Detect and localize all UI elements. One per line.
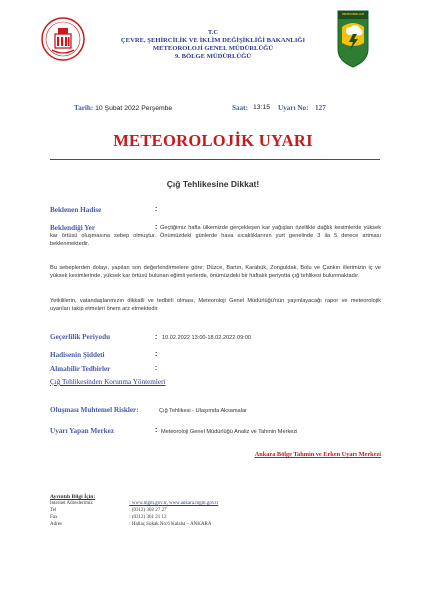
date-label: Tarih: <box>74 104 94 112</box>
expected-place-colon: : <box>155 224 158 231</box>
issuer-value: Meteoroloji Genel Müdürlüğü Analiz ve Tahmin Merkezi <box>161 429 298 435</box>
validity-colon: : <box>155 334 158 341</box>
footer-web-label: İnternet Adreslerimiz <box>50 501 93 506</box>
expected-event-colon: : <box>155 206 158 213</box>
footer-row-fax <box>50 515 350 521</box>
measures-colon: : <box>155 365 158 372</box>
footer-heading: Ayrıntılı Bilgi İçin: <box>50 494 96 500</box>
footer-tel-value: : (0312) 302 27 27 <box>129 508 167 513</box>
risks-label: Oluşması Muhtemel Riskler: <box>50 406 139 414</box>
validity-label: Geçerlilik Periyodu <box>50 333 111 341</box>
validity-value: 10.02.2022 13:00-18.02.2022 09:00 <box>162 335 251 341</box>
footer-web-value[interactable]: : www.mgm.gov.tr, www.ankara.mgm.gov.tr <box>129 501 219 506</box>
meteorology-logo-text: METEOROLOJİ <box>342 12 364 16</box>
title-divider <box>50 159 380 160</box>
issuer-label: Uyarı Yapan Merkez <box>50 427 115 435</box>
footer-row-address <box>50 522 350 528</box>
header-regional-directorate: 9. BÖLGE MÜDÜRLÜĞÜ <box>174 53 251 60</box>
expected-place-text: Geçtiğimiz hafta ülkemizde gerçekleşen kar yağışları özellikle dağlık kesimlerde yüksek kar örtüsü oluşmasına sebep olmuştur. Önümüzdeki günlerde hava sıcaklıklarının yurt genelinde 3 ila 5 derece artması beklenmektedir. <box>50 225 381 247</box>
severity-colon: : <box>155 351 158 358</box>
page-title: METEOROLOJİK UYARI <box>113 131 313 150</box>
footer-address-value: : Hallaç Sokak No:6 Kalaba – ANKARA <box>129 522 212 527</box>
subtitle: Çığ Tehlikesine Dikkat! <box>166 179 260 189</box>
footer-address-label: Adres <box>50 522 62 527</box>
date-value: 10 Şubat 2022 Perşembe <box>95 105 173 112</box>
time-label: Saat: <box>232 104 248 112</box>
risks-value: Çığ Tehlikesi - Ulaşımda Aksamalar <box>159 408 247 414</box>
measures-label: Alınabilir Tedbirler <box>50 365 111 373</box>
footer-row-web <box>50 501 350 507</box>
meta-row <box>74 104 404 112</box>
issuer-colon: : <box>155 427 158 434</box>
warning-no-value: 127 <box>315 104 326 112</box>
paragraph-advice: Yetkililerin, vatandaşlarımızın dikkatli ve tedbirli olması, Meteoroloji Genel Müdürlüğü'nün yayınlayacağı rapor ve meteorolojik uyarıları takip etmeleri önem arz etmektedir. <box>50 298 381 312</box>
measures-link[interactable]: Çığ Tehlikesinden Korunma Yöntemleri <box>50 378 166 386</box>
header-general-directorate: METEOROLOJİ GENEL MÜDÜRLÜĞÜ <box>152 45 274 52</box>
signature: Ankara Bölge Tahmin ve Erken Uyarı Merkezi <box>254 451 381 458</box>
expected-event-label: Beklenen Hadise <box>50 206 102 214</box>
time-value: 13:15 <box>253 104 271 111</box>
footer-row-tel <box>50 508 350 514</box>
footer-fax-value: : (0312) 361 21 12 <box>129 515 167 520</box>
paragraph-affected-provinces: Bu sebeplerden dolayı, yapılan son değerlendirmelere göre; Düzce, Bartın, Karabük, Zonguldak, Bolu ve Çankırı illerimizin iç ve yüksek kesimlerinde, yüksek kar örtüsü bulunan eğimli yerlerde, önümüzdeki bir haftalık periyotta çığ tehlikesi bulunmaktadır. <box>50 265 381 279</box>
header-ministry: ÇEVRE, ŞEHİRCİLİK VE İKLİM DEĞİŞİKLİĞİ BAKANLIĞI <box>120 37 306 44</box>
warning-no-label: Uyarı No: <box>278 104 309 112</box>
footer-tel-label: Tel <box>50 508 57 513</box>
footer-fax-label: Fax <box>50 515 58 520</box>
severity-label: Hadisenin Şiddeti <box>50 351 105 359</box>
expected-place-label: Beklendiği Yer <box>50 224 96 232</box>
meteorology-logo <box>336 9 370 69</box>
header-tc: T.C <box>207 29 219 36</box>
